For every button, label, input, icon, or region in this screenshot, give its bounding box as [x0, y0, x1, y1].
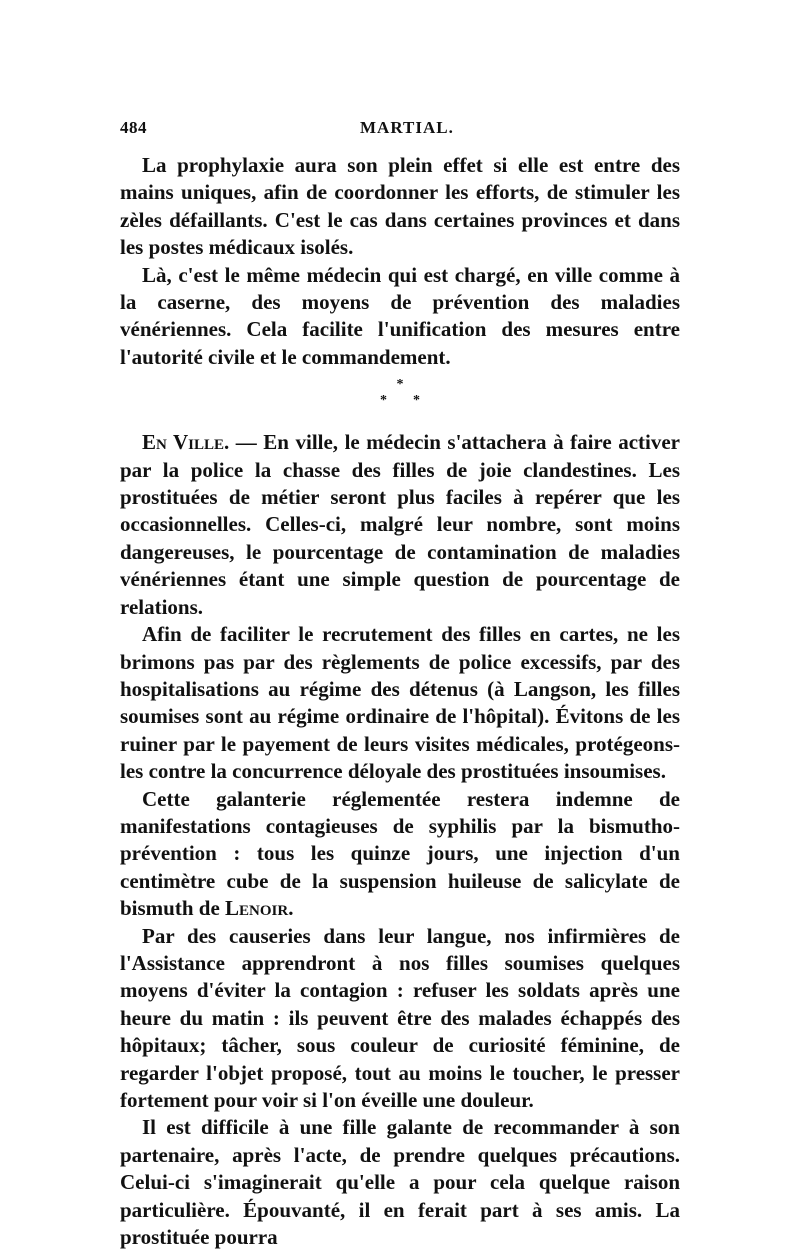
paragraph	[120, 786, 680, 923]
running-title: MARTIAL.	[360, 118, 454, 137]
asterisk-icon: *	[380, 393, 387, 409]
section-ornament	[120, 377, 680, 409]
asterisk-icon: *	[413, 393, 420, 409]
asterisk-icon: *	[396, 377, 404, 393]
paragraph: La prophylaxie aura son plein effet si elle est entre des mains uniques, afin de coordonner les efforts, de stimuler les zèles défaillants. C'est le cas dans certaines provinces et dans les postes médicaux isolés.	[120, 153, 680, 260]
paragraph: Il est difficile à une fille galante de recommander à son partenaire, après l'acte, de prendre quelques précautions. Celui-ci s'imaginerait qu'elle a pour cela quelque raison particulière. Épouvanté, il en ferait part à ses amis. La prostituée pourra	[120, 1115, 680, 1250]
paragraph: Là, c'est le même médecin qui est chargé, en ville comme à la caserne, des moyens de prévention des maladies vénériennes. Cela facilite l'unification des mesures entre l'autorité civile et le commandement.	[120, 262, 680, 369]
section-heading: En Ville.	[142, 430, 230, 455]
body-text	[120, 152, 680, 1251]
author-name: Lenoir	[225, 896, 289, 921]
section-paragraph	[120, 429, 680, 621]
page-header	[120, 118, 680, 146]
paragraph-end: .	[288, 896, 294, 921]
paragraph-text: Cette galanterie réglementée restera indemne de manifestations contagieuses de syphilis par la bismutho-prévention : tous les quinze jours, une injection d'un centimètre cube de la suspension huileuse de salicylate de bismuth de	[120, 786, 680, 921]
page-number: 484	[120, 118, 147, 137]
paragraph: Par des causeries dans leur langue, nos infirmières de l'Assistance apprendront à nos filles soumises quelques moyens d'éviter la contagion : refuser les soldats après une heure du matin : ils peuvent être des malades échappés des hôpitaux; tâcher, sous couleur de curiosité féminine, de regarder l'objet proposé, tout au moins le toucher, le presser fortement pour voir si l'on éveille une douleur.	[120, 923, 680, 1112]
section-text: — En ville, le médecin s'attachera à faire activer par la police la chasse des filles de joie clandestines. Les prostituées de métier seront plus faciles à repérer que les occasionnelles. Celles-ci, malgré leur nombre, sont moins dangereuses, le pourcentage de contamination de maladies vénériennes étant une simple question de pourcentage de relations.	[120, 430, 680, 619]
paragraph: Afin de faciliter le recrutement des filles en cartes, ne les brimons pas par des règlements de police excessifs, par des hospitalisations au régime des détenus (à Langson, les filles soumises sont au régime ordinaire de l'hôpital). Évitons de les ruiner par le payement de leurs visites médicales, protégeons-les contre la concurrence déloyale des prostituées insoumises.	[120, 622, 680, 784]
